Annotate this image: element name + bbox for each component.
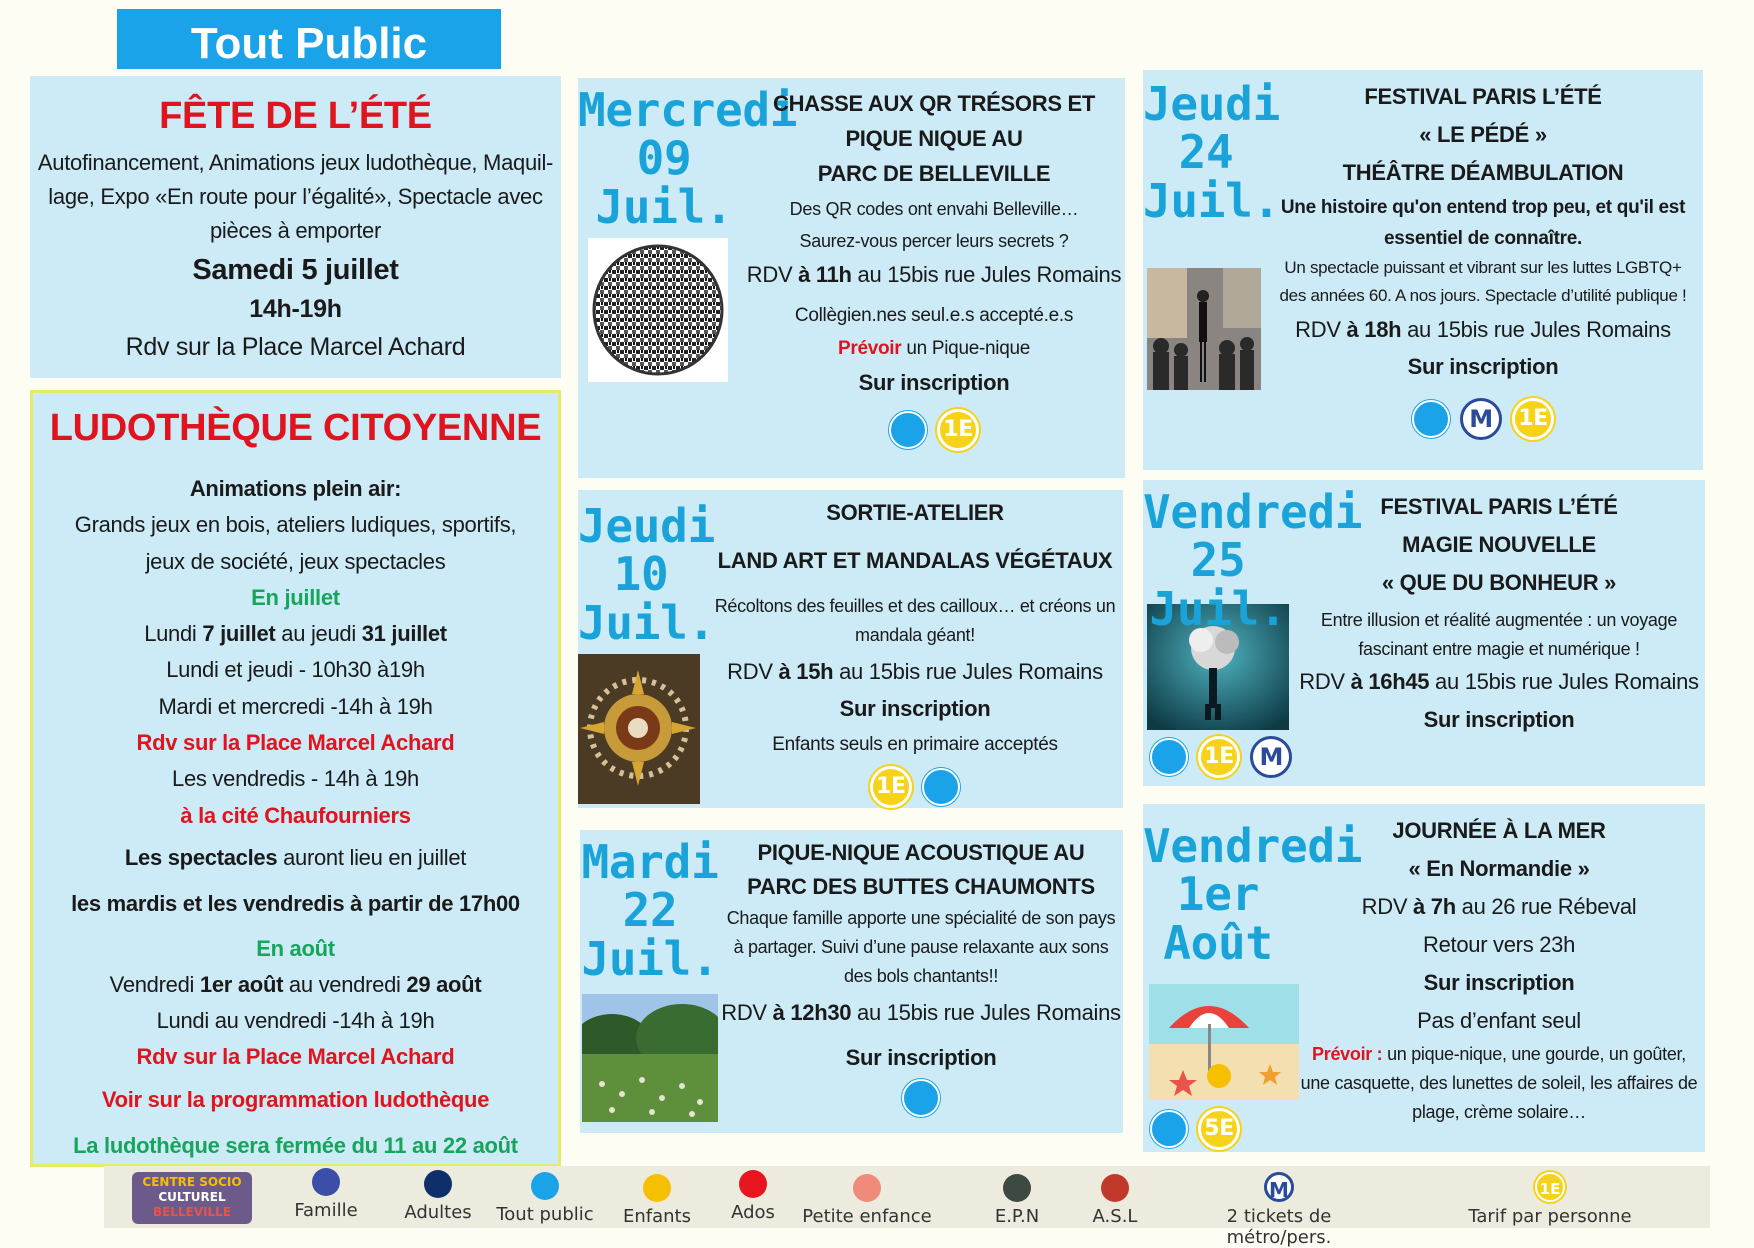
- date-month: Juil.: [578, 595, 715, 650]
- ludo-lundi-jeudi: Lundi et jeudi - 10h30 à19h: [166, 657, 425, 683]
- legend-label: E.P.N: [994, 1206, 1040, 1227]
- event-title-2: MAGIE NOUVELLE: [1402, 532, 1596, 557]
- ludo-vendredis: Les vendredis - 14h à 19h: [172, 766, 419, 792]
- tarif-icon: 1E: [1512, 398, 1554, 440]
- street-performance-image: [1147, 268, 1261, 390]
- ludo-line-1: Grands jeux en bois, ateliers ludiques, sportifs,: [74, 512, 517, 538]
- tout-public-dot: [1412, 400, 1450, 438]
- fete-desc-3: pièces à emporter: [210, 218, 381, 243]
- ludo-title: LUDOTHÈQUE CITOYENNE: [49, 407, 542, 449]
- ludo-juillet-range: [33, 616, 558, 652]
- event-card-vendredi-1er-aout: [1143, 804, 1705, 1152]
- legend-tout-public: [490, 1172, 600, 1225]
- tarif-icon: 1E: [1198, 736, 1240, 778]
- event-inscription: Sur inscription: [1423, 970, 1575, 995]
- event-desc-2: à partager. Suivi d’une pause relaxante aux sons: [733, 937, 1109, 957]
- event-title-2: PARC DES BUTTES CHAUMONTS: [747, 874, 1095, 899]
- event-title-1: JOURNÉE À LA MER: [1392, 818, 1606, 843]
- event-title-2: « En Normandie »: [1408, 856, 1590, 881]
- legend-epn: [984, 1174, 1050, 1227]
- rdv-label: RDV: [721, 1000, 773, 1025]
- event-rdv: [746, 257, 1122, 293]
- ludo-rdv-1: Rdv sur la Place Marcel Achard: [136, 730, 455, 756]
- event-date: [580, 835, 720, 986]
- ludo-fermee: La ludothèque sera fermée du 11 au 22 août: [73, 1133, 518, 1159]
- prevoir-text-3: plage, crème solaire…: [1412, 1102, 1586, 1122]
- event-body: [708, 494, 1122, 808]
- date-day: Jeudi: [1143, 77, 1280, 131]
- event-date: [578, 499, 715, 650]
- date-day: Mercredi: [578, 83, 798, 137]
- event-date: [1143, 819, 1363, 970]
- metro-icon: M: [1460, 398, 1502, 440]
- event-desc-1: Des QR codes ont envahi Belleville…: [789, 199, 1079, 219]
- event-pas-enfant-seul: Pas d’enfant seul: [1417, 1008, 1581, 1033]
- prevoir-text: un pique-nique, une gourde, un goûter,: [1387, 1044, 1686, 1064]
- legend-petite-enfance: [800, 1174, 934, 1227]
- event-icons: [720, 1079, 1122, 1117]
- event-icons: [1147, 1108, 1243, 1150]
- centre-social-logo: [132, 1172, 252, 1224]
- tarif-icon: 1E: [937, 409, 979, 451]
- date-month: Août: [1163, 915, 1273, 970]
- ludo-subtitle: Animations plein air:: [189, 476, 402, 501]
- prevoir-label: Prévoir :: [1312, 1044, 1388, 1064]
- rdv-place: au 15bis rue Jules Romains: [833, 659, 1103, 684]
- rdv-label: RDV: [1295, 317, 1347, 342]
- tout-public-dot: [889, 411, 927, 449]
- tout-public-dot: [902, 1079, 940, 1117]
- event-inscription: Sur inscription: [1423, 707, 1575, 732]
- date-day: Jeudi: [578, 499, 715, 553]
- event-rdv: [1293, 664, 1705, 700]
- date-month: Juil.: [595, 179, 733, 234]
- spectacles-text: auront lieu en juillet: [277, 844, 467, 870]
- tout-public-dot: [922, 768, 960, 806]
- event-rdv: [1293, 888, 1705, 926]
- fete-desc-2: lage, Expo «En route pour l’égalité», Spectacle avec: [48, 184, 543, 209]
- range-text: au jeudi: [275, 621, 362, 647]
- legend-label: Tarif par personne: [1468, 1206, 1632, 1227]
- ludo-lundi-vendredi: Lundi au vendredi -14h à 19h: [156, 1008, 435, 1034]
- date-number: 25: [1190, 533, 1246, 588]
- metro-icon: M: [1264, 1172, 1294, 1202]
- event-body: [1293, 488, 1705, 740]
- qr-code-image: [588, 238, 728, 382]
- event-body: [720, 836, 1122, 1117]
- badge-label: Tout Public: [190, 19, 428, 68]
- prevoir-text: un Pique-nique: [901, 338, 1030, 359]
- beach-image: [1149, 984, 1299, 1100]
- event-icons: [708, 766, 1122, 808]
- event-title-3: « QUE DU BONHEUR »: [1381, 570, 1617, 595]
- range-text: Vendredi: [109, 971, 200, 997]
- epn-dot: [1003, 1174, 1031, 1202]
- legend-label: Adultes: [404, 1202, 472, 1223]
- event-title-1: FESTIVAL PARIS L’ÉTÉ: [1364, 84, 1602, 109]
- park-image: [582, 994, 718, 1122]
- rdv-place: au 15bis rue Jules Romains: [1429, 669, 1699, 694]
- logo-line-1: CENTRE SOCIO: [142, 1175, 242, 1189]
- event-title-1: PIQUE-NIQUE ACOUSTIQUE AU: [757, 840, 1085, 865]
- event-card-mardi-22: [580, 830, 1123, 1133]
- fete-date: Samedi 5 juillet: [192, 254, 399, 286]
- legend-label: Famille: [294, 1200, 358, 1221]
- ludo-rdv-2: Rdv sur la Place Marcel Achard: [136, 1044, 455, 1070]
- fete-card: [30, 76, 561, 378]
- rdv-place: au 15bis rue Jules Romains: [851, 262, 1122, 287]
- legend-metro: [1172, 1172, 1386, 1248]
- event-desc-2: fascinant entre magie et numérique !: [1358, 639, 1640, 659]
- event-prevoir: [1293, 1040, 1705, 1069]
- event-inscription: Sur inscription: [845, 1045, 997, 1070]
- event-retour: Retour vers 23h: [1422, 932, 1576, 957]
- event-date: [1143, 485, 1363, 636]
- ludo-card: [30, 390, 561, 1167]
- rdv-label: RDV: [746, 262, 799, 287]
- event-rdv: [720, 995, 1122, 1031]
- rdv-place: au 26 rue Rébeval: [1455, 894, 1637, 919]
- event-desc-1: Entre illusion et réalité augmentée : un voyage: [1320, 610, 1678, 630]
- legend-label: Ados: [731, 1202, 775, 1223]
- event-extra: Enfants seuls en primaire acceptés: [772, 734, 1058, 755]
- rdv-label: RDV: [1299, 669, 1351, 694]
- legend-label: A.S.L: [1092, 1206, 1138, 1227]
- legend-adultes: [396, 1170, 480, 1223]
- petite-enfance-dot: [853, 1174, 881, 1202]
- ludo-mardi-mercredi: Mardi et mercredi -14h à 19h: [158, 693, 433, 719]
- legend-ados: [720, 1170, 786, 1223]
- event-rdv: [708, 654, 1122, 690]
- event-title-3: PARC DE BELLEVILLE: [817, 161, 1051, 186]
- rdv-time: à 11h: [798, 262, 852, 287]
- ados-dot: [739, 1170, 767, 1198]
- fete-title: FÊTE DE L’ÉTÉ: [159, 95, 432, 137]
- event-desc-3: des bols chantants!!: [843, 966, 999, 986]
- event-card-jeudi-24: [1143, 70, 1703, 470]
- event-card-vendredi-25: [1143, 480, 1705, 786]
- date-number: 10: [613, 547, 669, 602]
- ludo-juillet-head: En juillet: [251, 584, 340, 610]
- date-day: Vendredi: [1143, 485, 1363, 539]
- tarif-icon: 1E: [870, 766, 912, 808]
- date-number: 09: [636, 131, 692, 186]
- tout-public-dot: [1150, 1110, 1188, 1148]
- tout-public-dot: [1150, 738, 1188, 776]
- event-card-jeudi-10: [578, 490, 1123, 808]
- tout-public-dot: [531, 1172, 559, 1200]
- adultes-dot: [424, 1170, 452, 1198]
- event-desc-2: mandala géant!: [855, 625, 975, 645]
- ludo-voir: Voir sur la programmation ludothèque: [101, 1086, 490, 1112]
- rdv-time: à 7h: [1413, 894, 1456, 919]
- range-start: 1er août: [199, 971, 284, 997]
- event-title-1: CHASSE AUX QR TRÉSORS ET: [772, 91, 1096, 116]
- legend-label: 2 tickets de métro/pers.: [1226, 1206, 1332, 1248]
- prevoir-label: Prévoir: [838, 338, 902, 359]
- rdv-label: RDV: [1361, 894, 1414, 919]
- rdv-place: au 15bis rue Jules Romains: [851, 1000, 1121, 1025]
- rdv-place: au 15bis rue Jules Romains: [1401, 317, 1671, 342]
- fete-desc-1: Autofinancement, Animations jeux ludothèque, Maquil-: [37, 150, 554, 175]
- event-date: [578, 83, 798, 234]
- event-inscription: Sur inscription: [858, 370, 1010, 395]
- metro-icon: M: [1250, 736, 1292, 778]
- famille-dot: [312, 1168, 340, 1196]
- range-text: Lundi: [144, 621, 203, 647]
- rdv-time: à 18h: [1346, 317, 1402, 342]
- event-bold-2: essentiel de connaître.: [1384, 228, 1582, 249]
- event-icons: [1147, 736, 1295, 778]
- range-text: au vendredi: [283, 971, 407, 997]
- event-body: [1293, 812, 1705, 1127]
- event-title-3: THÉÂTRE DÉAMBULATION: [1342, 160, 1624, 185]
- event-title-2: LAND ART ET MANDALAS VÉGÉTAUX: [717, 548, 1113, 573]
- event-title-2: « LE PÉDÉ »: [1419, 122, 1547, 147]
- tarif-icon: 5E: [1198, 1108, 1240, 1150]
- event-body: [1263, 78, 1703, 440]
- range-end: 29 août: [406, 971, 482, 997]
- logo-line-3: BELLEVILLE: [152, 1205, 232, 1219]
- event-inscription: Sur inscription: [839, 696, 991, 721]
- mandala-image: [578, 654, 700, 804]
- ludo-aout-head: En août: [256, 935, 335, 961]
- event-inscription: Sur inscription: [1407, 354, 1559, 379]
- spectacles-bold: Les spectacles: [124, 844, 278, 870]
- event-prevoir: [746, 333, 1122, 365]
- date-month: Juil.: [581, 931, 719, 986]
- date-number: 24: [1178, 125, 1234, 180]
- event-rdv: [1263, 312, 1703, 348]
- legend-tarif: [1460, 1172, 1640, 1227]
- logo-line-2: CULTUREL: [158, 1190, 226, 1204]
- legend-label: Tout public: [496, 1204, 594, 1225]
- rdv-time: à 15h: [778, 659, 834, 684]
- event-icons: [1263, 398, 1703, 440]
- range-end: 31 juillet: [361, 621, 447, 647]
- ludo-aout-range: [33, 967, 558, 1003]
- rdv-time: à 16h45: [1350, 669, 1430, 694]
- event-title-2: PIQUE NIQUE AU: [845, 126, 1023, 151]
- legend-label: Enfants: [623, 1206, 691, 1227]
- rdv-time: à 12h30: [772, 1000, 852, 1025]
- event-title-1: FESTIVAL PARIS L’ÉTÉ: [1380, 494, 1618, 519]
- rdv-label: RDV: [727, 659, 779, 684]
- ludo-cite: à la cité Chaufourniers: [180, 802, 411, 828]
- asl-dot: [1101, 1174, 1129, 1202]
- date-month: Juil.: [1149, 581, 1287, 636]
- range-start: 7 juillet: [202, 621, 276, 647]
- legend-asl: [1082, 1174, 1148, 1227]
- legend-famille: [284, 1168, 368, 1221]
- tout-public-badge: [117, 9, 501, 69]
- event-extra: Collègien.nes seul.e.s accepté.e.s: [794, 305, 1074, 326]
- legend-enfants: [612, 1174, 702, 1227]
- prevoir-text-2: une casquette, des lunettes de soleil, les affaires de: [1300, 1073, 1698, 1093]
- tarif-icon: 1E: [1535, 1172, 1565, 1202]
- legend-label: Petite enfance: [802, 1206, 932, 1227]
- date-number: 22: [622, 883, 678, 938]
- enfants-dot: [643, 1174, 671, 1202]
- event-desc-1: Un spectacle puissant et vibrant sur les luttes LGBTQ+: [1284, 258, 1682, 277]
- ludo-mardis: les mardis et les vendredis à partir de 17h00: [71, 891, 520, 917]
- event-title-1: SORTIE-ATELIER: [826, 500, 1004, 525]
- event-card-mercredi-09: [578, 78, 1125, 478]
- date-day: Vendredi: [1143, 819, 1363, 873]
- event-desc-1: Chaque famille apporte une spécialité de son pays: [726, 908, 1116, 928]
- fete-place: Rdv sur la Place Marcel Achard: [125, 333, 466, 361]
- date-month: Juil.: [1143, 173, 1280, 228]
- event-date: [1143, 77, 1280, 228]
- date-day: Mardi: [581, 835, 719, 889]
- event-icons: [746, 409, 1122, 451]
- ludo-spectacles: [33, 840, 558, 876]
- event-desc-2: des années 60. A nos jours. Spectacle d’utilité publique !: [1279, 286, 1687, 305]
- event-desc-1: Récoltons des feuilles et des cailloux… et créons un: [714, 596, 1116, 616]
- event-desc-2: Saurez-vous percer leurs secrets ?: [799, 231, 1069, 251]
- event-bold-1: Une histoire qu'on entend trop peu, et qu'il est: [1280, 197, 1686, 218]
- event-body: [746, 86, 1122, 451]
- ludo-line-2: jeux de société, jeux spectacles: [145, 548, 446, 574]
- fete-time: 14h-19h: [249, 295, 342, 323]
- date-number: 1er: [1176, 867, 1260, 922]
